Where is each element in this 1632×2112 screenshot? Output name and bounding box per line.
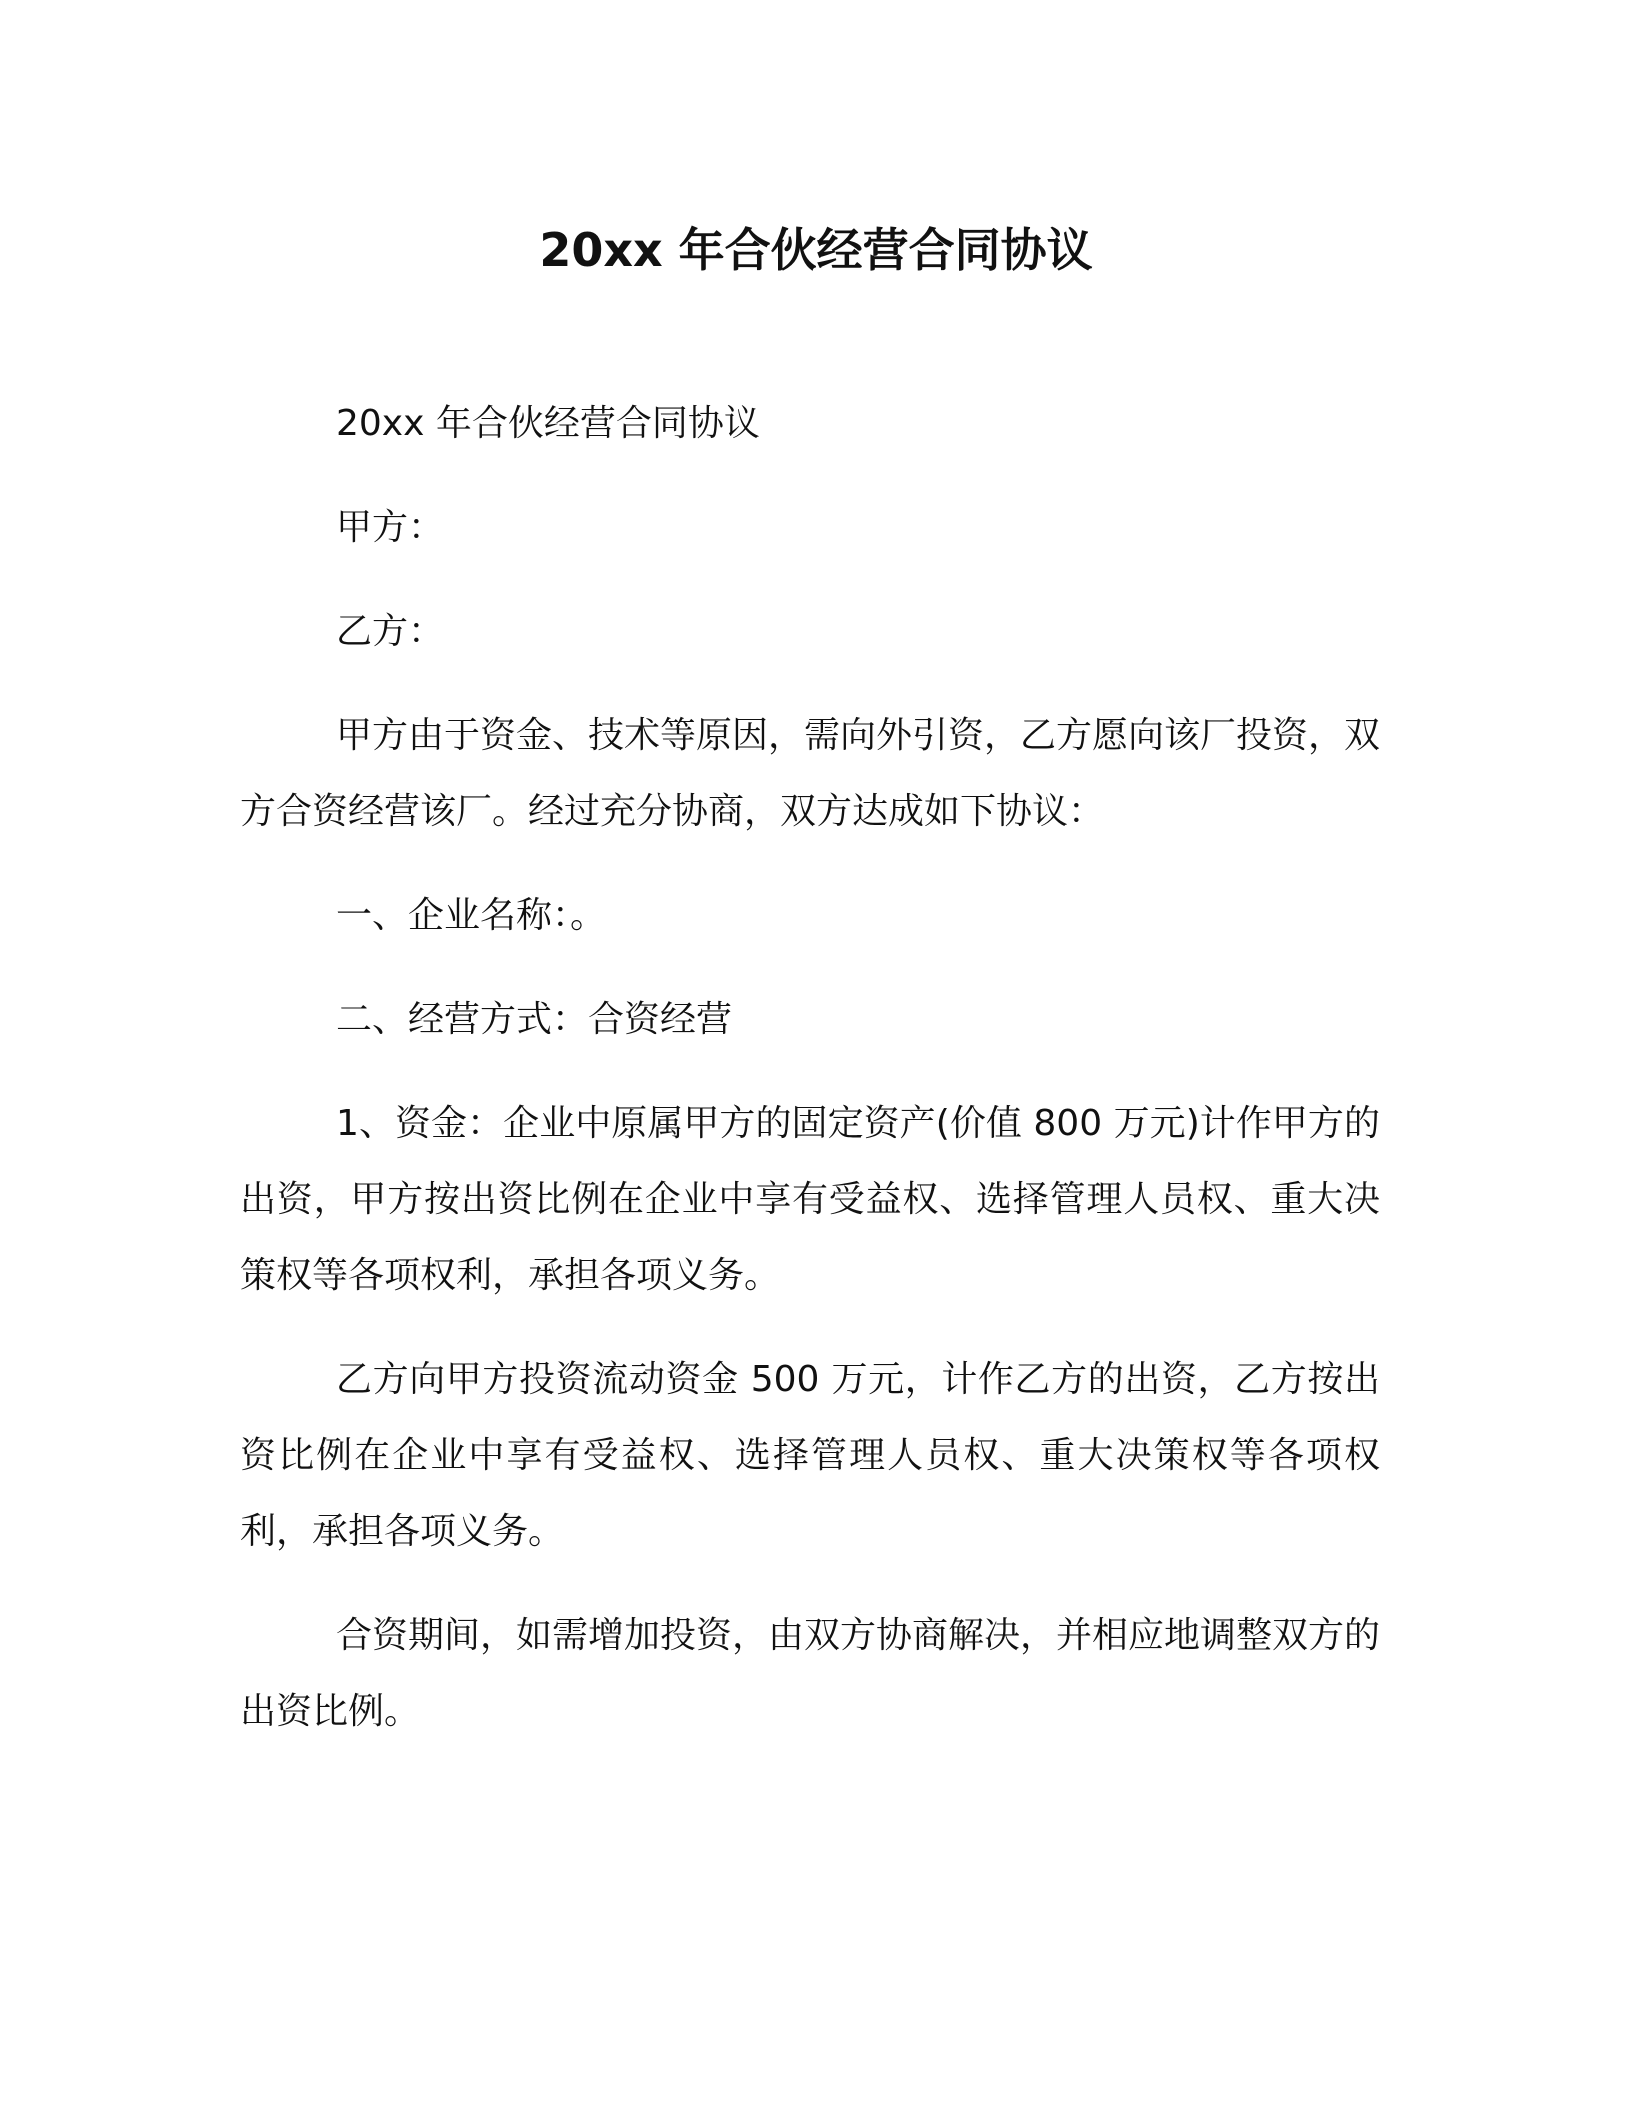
paragraph-subtitle: 20xx 年合伙经营合同协议 (336, 403, 760, 444)
paragraph-business-mode: 二、经营方式：合资经营 (336, 999, 733, 1040)
document-title: 20xx 年合伙经营合同协议 (539, 223, 1093, 277)
document-body (240, 386, 1380, 1778)
paragraph-preamble: 甲方由于资金、技术等原因，需向外引资，乙方愿向该厂投资，双方合资经营该厂。经过充分协商，双方达成如下协议： (240, 715, 1381, 832)
paragraph-capital-b: 乙方向甲方投资流动资金 500 万元，计作乙方的出资，乙方按出资比例在企业中享有受益权、选择管理人员权、重大决策权等各项权利，承担各项义务。 (240, 1359, 1380, 1552)
paragraph-party-a: 甲方： (336, 507, 445, 548)
paragraph-party-b: 乙方： (336, 611, 445, 652)
paragraph-additional-investment: 合资期间，如需增加投资，由双方协商解决，并相应地调整双方的出资比例。 (240, 1615, 1381, 1732)
paragraph-capital-a: 1、资金：企业中原属甲方的固定资产(价值 800 万元)计作甲方的出资，甲方按出资比例在企业中享有受益权、选择管理人员权、重大决策权等各项权利，承担各项义务。 (240, 1103, 1380, 1296)
paragraph-company-name: 一、企业名称：。 (336, 895, 607, 936)
